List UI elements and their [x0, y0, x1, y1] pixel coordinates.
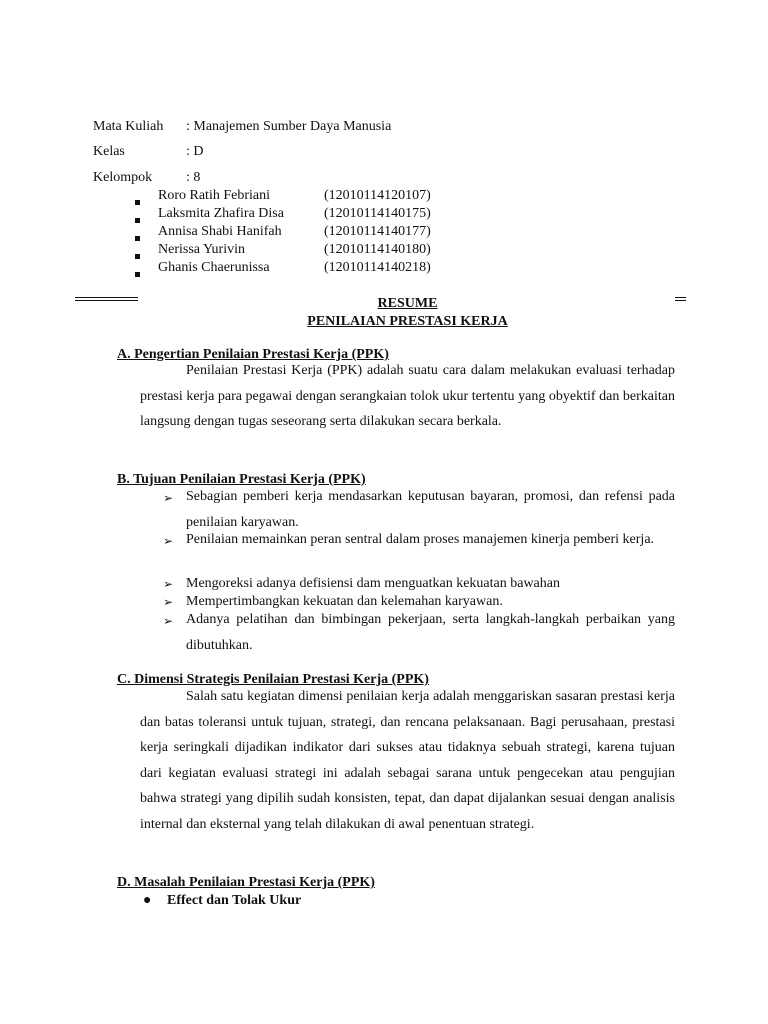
section-c-paragraph: Salah satu kegiatan dimensi penilaian kerja adalah menggariskan sasaran prestasi kerja dan batas toleransi untuk tujuan, strategi, dan rencana pelaksanaan. Bagi perusahaan, prestasi kerja seringkali dijadikan indikator dari sukses atau tidaknya sebuah strategi, karena tujuan dari kegiatan evaluasi strategi ini adalah sebagai sarana untuk pengecekan atau pengujian bahwa strategi yang dipilih sudah konsisten, tepat, dan dapat dijalankan sesuai dengan analisis internal dan eksternal yang telah dilakukan di awal penentuan strategi.: [140, 689, 675, 832]
member-name: Nerissa Yurivin: [158, 242, 245, 257]
member-id: (12010114120107): [324, 188, 431, 203]
member-name: Laksmita Zhafira Disa: [158, 206, 284, 221]
list-item: [135, 206, 431, 228]
section-a-heading: A. Pengertian Penilaian Prestasi Kerja (PPK): [117, 347, 389, 362]
member-name: Ghanis Chaerunissa: [158, 260, 270, 275]
member-id: (12010114140175): [324, 206, 431, 221]
square-bullet-icon: [135, 254, 140, 259]
group-label: Kelompok: [93, 170, 153, 185]
document-subtitle: PENILAIAN PRESTASI KERJA: [307, 314, 508, 329]
arrow-bullet-icon: ➢: [163, 614, 174, 628]
member-id: (12010114140177): [324, 224, 431, 239]
member-id: (12010114140218): [324, 260, 431, 275]
member-id: (12010114140180): [324, 242, 431, 257]
list-item-text: Mempertimbangkan kekuatan dan kelemahan karyawan.: [186, 594, 503, 609]
member-name: Annisa Shabi Hanifah: [158, 224, 282, 239]
class-label: Kelas: [93, 144, 125, 159]
square-bullet-icon: [135, 200, 140, 205]
square-bullet-icon: [135, 218, 140, 223]
arrow-bullet-icon: ➢: [163, 491, 174, 505]
arrow-bullet-icon: ➢: [163, 577, 174, 591]
list-item: [135, 260, 431, 282]
square-bullet-icon: [135, 236, 140, 241]
member-name: Roro Ratih Febriani: [158, 188, 270, 203]
list-item: [135, 242, 431, 264]
document-title: RESUME: [377, 296, 438, 311]
list-item-text: Sebagian pemberi kerja mendasarkan keputusan bayaran, promosi, dan refensi pada penilaian karyawan.: [186, 489, 675, 530]
list-item: [135, 188, 431, 210]
group-value: : 8: [186, 170, 201, 185]
course-value: : Manajemen Sumber Daya Manusia: [186, 119, 392, 134]
list-item-text: Adanya pelatihan dan bimbingan pekerjaan, serta langkah-langkah perbaikan yang dibutuhkan.: [186, 612, 675, 653]
section-c-heading: C. Dimensi Strategis Penilaian Prestasi Kerja (PPK): [117, 672, 429, 687]
section-a-paragraph: Penilaian Prestasi Kerja (PPK) adalah suatu cara dalam melakukan evaluasi terhadap prestasi kerja para pegawai dengan serangkaian tolok ukur tertentu yang obyektif dan berkaitan langsung dengan tugas seseorang serta dilakukan secara berkala.: [140, 363, 675, 430]
dot-bullet-icon: ●: [143, 893, 152, 908]
section-d-bullet: Effect dan Tolak Ukur: [167, 893, 302, 908]
section-d-heading: D. Masalah Penilaian Prestasi Kerja (PPK): [117, 875, 375, 890]
list-item-text: Mengoreksi adanya defisiensi dam menguatkan kekuatan bawahan: [186, 576, 560, 591]
arrow-bullet-icon: ➢: [163, 534, 174, 548]
list-item: [135, 224, 431, 246]
square-bullet-icon: [135, 272, 140, 277]
section-b-heading: B. Tujuan Penilaian Prestasi Kerja (PPK): [117, 472, 366, 487]
list-item-text: Penilaian memainkan peran sentral dalam proses manajemen kinerja pemberi kerja.: [186, 532, 655, 547]
class-value: : D: [186, 144, 204, 159]
course-label: Mata Kuliah: [93, 119, 164, 134]
arrow-bullet-icon: ➢: [163, 595, 174, 609]
